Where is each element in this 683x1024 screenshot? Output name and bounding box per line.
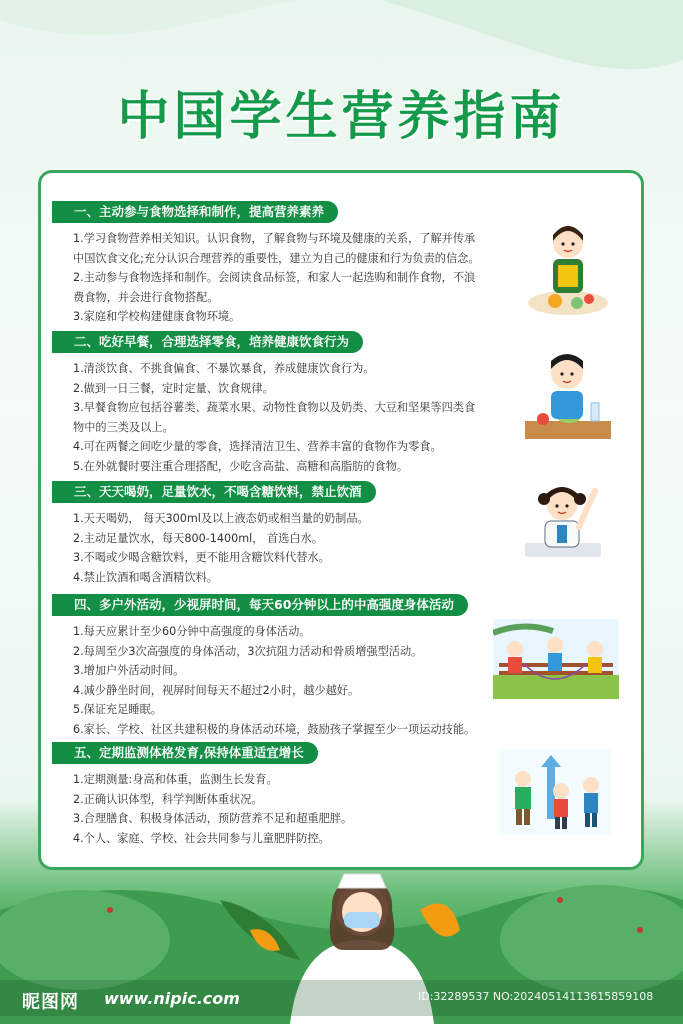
list-item: 3.增加户外活动时间。 xyxy=(73,664,185,677)
list-item: 3.不喝或少喝含糖饮料，更不能用含糖饮料代替水。 xyxy=(73,551,330,564)
list-item: 2.做到一日三餐，定时定量、饮食规律。 xyxy=(73,381,274,395)
list-item: 2.主动参与食物选择和制作。会阅读食品标签，和家人一起选购和制作食物，不浪 xyxy=(73,271,476,284)
list-item: 物中的三类及以上。 xyxy=(73,420,174,434)
section-heading: 五、定期监测体格发育,保持体重适宜增长 xyxy=(52,742,318,764)
list-item: 4.禁止饮酒和喝含酒精饮料。 xyxy=(73,570,218,584)
list-item: 6.家长、学校、社区共建积极的身体活动环境，鼓励孩子掌握至少一项运动技能。 xyxy=(73,722,476,736)
watermark-logo: 昵图网 xyxy=(22,992,79,1013)
list-item: 4.个人、家庭、学校、社会共同参与儿童肥胖防控。 xyxy=(73,831,330,845)
list-item: 5.保证充足睡眠。 xyxy=(73,703,162,716)
list-item: 5.在外就餐时要注重合理搭配，少吃含高盐、高糖和高脂肪的食物。 xyxy=(73,459,409,473)
boy-breakfast-illustration xyxy=(521,345,615,445)
section-heading: 三、天天喝奶，足量饮水，不喝含糖饮料，禁止饮酒 xyxy=(52,481,376,503)
list-item: 4.减少静坐时间，视屏时间每天不超过2小时，越少越好。 xyxy=(73,683,360,697)
list-item: 1.清淡饮食、不挑食偏食、不暴饮暴食，养成健康饮食行为。 xyxy=(73,362,375,375)
section-heading: 一、主动参与食物选择和制作，提高营养素养 xyxy=(52,201,338,223)
watermark-site: www.nipic.com xyxy=(104,989,240,1008)
list-item: 中国饮食文化;充分认识合理营养的重要性，建立为自己的健康和行为负责的信念。 xyxy=(73,251,480,265)
list-item: 3.合理膳食、积极身体活动，预防营养不足和超重肥胖。 xyxy=(73,812,353,825)
list-item: 2.主动足量饮水，每天800-1400ml， 首选白水。 xyxy=(73,531,323,545)
section-heading: 四、多户外活动，少视屏时间，每天60分钟以上的中高强度身体活动 xyxy=(52,594,468,616)
list-item: 4.可在两餐之间吃少量的零食，选择清洁卫生、营养丰富的食物作为零食。 xyxy=(73,440,442,453)
list-item: 1.天天喝奶， 每天300ml及以上液态奶或相当量的奶制品。 xyxy=(73,512,369,525)
list-item: 2.每周至少3次高强度的身体活动，3次抗阻力活动和骨质增强型活动。 xyxy=(73,644,423,658)
girl-drinking-milk-illustration xyxy=(517,477,607,563)
girl-cooking-illustration xyxy=(525,217,611,317)
height-measure-illustration xyxy=(499,749,611,835)
list-item: 3.早餐食物应包括谷薯类、蔬菜水果、动物性食物以及奶类、大豆和坚果等四类食 xyxy=(73,401,476,414)
section-heading: 二、吃好早餐，合理选择零食，培养健康饮食行为 xyxy=(52,331,363,353)
content-card xyxy=(38,170,644,870)
page-title: 中国学生营养指南 xyxy=(117,87,566,147)
list-item: 1.定期测量:身高和体重，监测生长发育。 xyxy=(73,773,278,786)
list-item: 2.正确认识体型，科学判断体重状况。 xyxy=(73,792,263,806)
watermark-id: ID:32289537 NO:20240514113615859108 xyxy=(418,990,654,1003)
children-playing-illustration xyxy=(493,619,619,699)
list-item: 1.学习食物营养相关知识。认识食物，了解食物与环境及健康的关系，了解并传承 xyxy=(73,232,476,245)
list-item: 3.家庭和学校构建健康食物环境。 xyxy=(73,310,241,323)
list-item: 费食物，并会进行食物搭配。 xyxy=(73,290,219,304)
list-item: 1.每天应累计至少60分钟中高强度的身体活动。 xyxy=(73,625,311,638)
